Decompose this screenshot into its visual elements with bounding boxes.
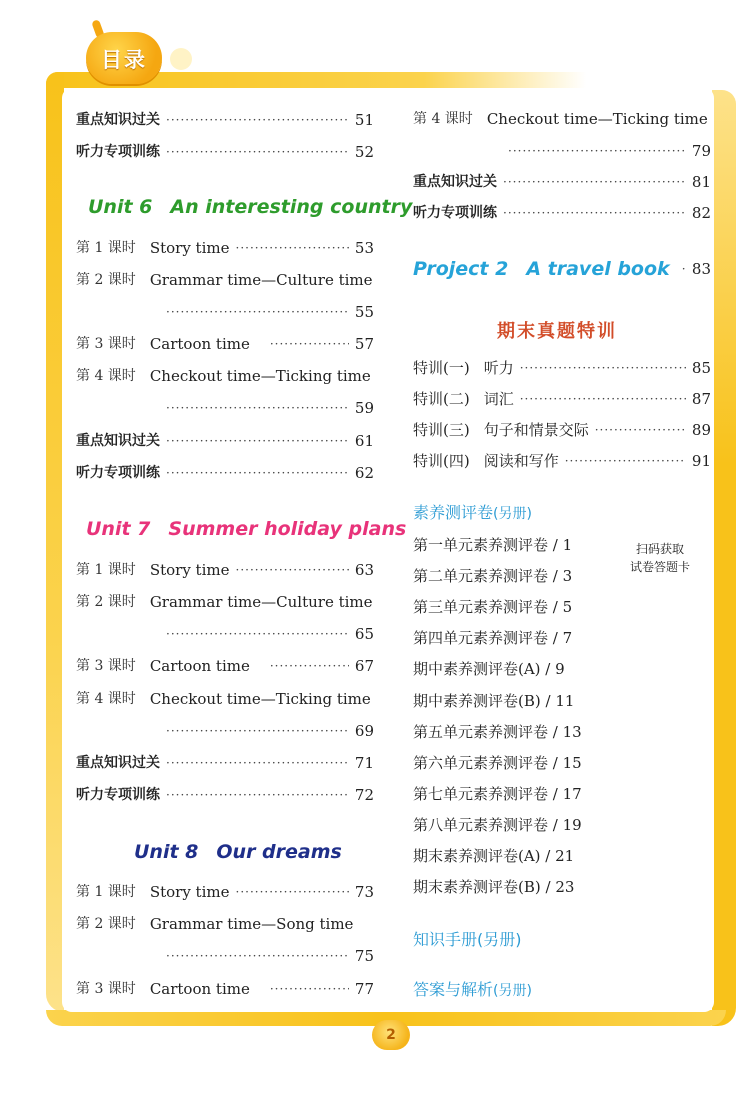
page-number: 83 [691,260,711,278]
toc-row[interactable] [413,108,711,130]
leader-dots [503,171,686,193]
training-title: 词汇 [483,390,514,408]
lesson-title: Cartoon time [149,657,250,675]
toc-row[interactable] [76,913,374,935]
page-number: 81 [691,173,711,191]
toc-label: 听力专项训练 [413,205,497,221]
lesson-title: Checkout time—Ticking time [149,690,371,708]
leader-dots [236,559,349,581]
test-item[interactable]: 期末素养测评卷(B) / 23 [413,878,575,896]
page-number: 52 [354,143,374,161]
page-number: 72 [354,786,374,804]
page-number: 53 [354,239,374,257]
page-number: 65 [354,625,374,643]
qr-note-line: 试卷答题卡 [630,560,691,574]
leader-dots [166,301,349,323]
toc-label: 听力专项训练 [76,465,160,481]
toc-row[interactable] [76,333,374,355]
knowledge-handbook-link[interactable] [413,927,522,950]
unit-number: Unit 8 [134,841,199,863]
page-number: 77 [354,980,374,998]
toc-row-continuation[interactable] [166,720,374,742]
page-number: 71 [354,754,374,772]
toc-row[interactable] [76,109,374,131]
training-title: 句子和情景交际 [483,421,589,439]
test-item[interactable]: 期中素养测评卷(A) / 9 [413,660,565,678]
page-title: 目录 [101,48,147,72]
test-item[interactable]: 第七单元素养测评卷 / 17 [413,785,582,803]
unit-number: Unit 6 [88,196,153,218]
lesson-label: 第 1 课时 [76,240,136,256]
lesson-label: 第 1 课时 [76,562,136,578]
toc-row[interactable] [76,462,374,484]
leader-dots [508,140,686,162]
final-training-heading[interactable]: 期末真题特训 [497,321,617,342]
toc-row[interactable] [76,559,374,581]
lesson-title: Cartoon time [149,335,250,353]
leader-dots [503,202,686,224]
unit-name: Our dreams [216,841,342,863]
lesson-label: 第 4 课时 [76,368,136,384]
test-item[interactable]: 第五单元素养测评卷 / 13 [413,723,582,741]
leader-dots [270,655,349,677]
page-number: 91 [691,452,711,470]
unit-6-heading[interactable] [88,196,412,218]
toc-row[interactable] [76,784,374,806]
knowledge-title: 知识手册 [413,930,478,949]
lesson-title: Story time [149,883,230,901]
lesson-label: 第 4 课时 [76,691,136,707]
project-name: A travel book [526,258,670,280]
qr-note [630,540,690,576]
page-number: 85 [691,359,711,377]
toc-row-continuation[interactable] [166,301,374,323]
lesson-label: 第 3 课时 [76,336,136,352]
tests-heading[interactable] [413,500,532,523]
toc-row[interactable] [76,365,374,387]
training-title: 听力 [483,359,514,377]
toc-row[interactable] [413,419,711,441]
unit-7-heading[interactable] [86,518,406,540]
lesson-label: 第 1 课时 [76,884,136,900]
leader-dots [166,430,349,452]
test-item[interactable]: 第八单元素养测评卷 / 19 [413,816,582,834]
toc-row-continuation[interactable] [166,623,374,645]
leader-dots [166,462,349,484]
page-number: 69 [354,722,374,740]
toc-row[interactable] [413,171,711,193]
lesson-label: 第 4 课时 [413,111,473,127]
toc-row[interactable] [76,591,374,613]
leader-dots [565,450,686,472]
leader-dots [595,419,686,441]
page-number: 82 [691,204,711,222]
page-number: 55 [354,303,374,321]
tests-note: (另册) [493,506,532,522]
project-2-row[interactable] [413,256,711,282]
leader-dots [520,357,686,379]
toc-row[interactable] [76,688,374,710]
test-item[interactable]: 第四单元素养测评卷 / 7 [413,629,573,647]
footer-page-number: 2 [372,1020,410,1050]
page-number: 61 [354,432,374,450]
lesson-title: Checkout time—Ticking time [486,110,708,128]
leader-dots [166,784,349,806]
answers-title: 答案与解析 [413,980,494,999]
lesson-title: Grammar time—Culture time [149,271,373,289]
training-title: 阅读和写作 [483,452,559,470]
toc-label: 听力专项训练 [76,144,160,160]
frame-right-border [712,90,736,1026]
leader-dots [166,720,349,742]
leader-dots [166,397,349,419]
leader-dots [682,256,686,282]
leader-dots [520,388,686,410]
training-label: 特训(四) [413,452,470,470]
toc-row[interactable] [76,269,374,291]
toc-row-continuation[interactable] [166,397,374,419]
page-number: 57 [354,335,374,353]
toc-label: 重点知识过关 [76,755,160,771]
toc-row[interactable] [76,141,374,163]
page-number: 62 [354,464,374,482]
knowledge-note: (另册) [477,930,522,949]
content-panel [62,88,714,1012]
training-label: 特训(一) [413,359,470,377]
toc-label: 重点知识过关 [413,174,497,190]
unit-name: An interesting country [170,196,413,218]
toc-row[interactable] [413,357,711,379]
leader-dots [236,237,349,259]
lesson-title: Story time [149,239,230,257]
toc-row-continuation[interactable] [166,945,374,967]
leader-dots [270,333,349,355]
toc-label: 重点知识过关 [76,112,160,128]
leader-dots [270,978,349,1000]
leader-dots [166,141,349,163]
lesson-label: 第 2 课时 [76,916,136,932]
page-number: 63 [354,561,374,579]
leader-dots [166,623,349,645]
lesson-label: 第 3 课时 [76,658,136,674]
toc-row[interactable] [76,655,374,677]
lesson-label: 第 2 课时 [76,594,136,610]
test-item[interactable]: 期中素养测评卷(B) / 11 [413,692,575,710]
leader-dots [236,881,349,903]
lesson-title: Grammar time—Song time [149,915,354,933]
page-number: 79 [691,142,711,160]
test-item[interactable]: 第二单元素养测评卷 / 3 [413,567,573,585]
training-label: 特训(二) [413,390,470,408]
toc-row[interactable] [413,388,711,410]
tests-title: 素养测评卷 [413,503,494,522]
badge-dot-decoration [170,48,192,70]
lesson-title: Story time [149,561,230,579]
page-number: 59 [354,399,374,417]
answers-link[interactable] [413,977,532,1000]
toc-row-continuation[interactable] [508,140,711,162]
page-number: 67 [354,657,374,675]
lesson-title: Cartoon time [149,980,250,998]
page-number: 87 [691,390,711,408]
toc-row[interactable] [413,450,711,472]
page-number: 89 [691,421,711,439]
toc-row[interactable] [76,881,374,903]
toc-row[interactable] [76,978,374,1000]
page-number: 73 [354,883,374,901]
toc-row[interactable] [413,202,711,224]
toc-row[interactable] [76,430,374,452]
lesson-title: Checkout time—Ticking time [149,367,371,385]
project-number: Project 2 [413,258,509,280]
unit-8-heading[interactable] [134,841,342,863]
test-item[interactable]: 第三单元素养测评卷 / 5 [413,598,573,616]
answers-note: (另册) [493,983,532,999]
unit-number: Unit 7 [86,518,151,540]
leader-dots [166,109,349,131]
toc-row[interactable] [76,237,374,259]
test-item[interactable]: 第一单元素养测评卷 / 1 [413,536,573,554]
lesson-label: 第 3 课时 [76,981,136,997]
test-item[interactable]: 期末素养测评卷(A) / 21 [413,847,575,865]
test-item[interactable]: 第六单元素养测评卷 / 15 [413,754,582,772]
page-number: 51 [354,111,374,129]
leader-dots [166,945,349,967]
unit-name: Summer holiday plans [168,518,407,540]
toc-label: 听力专项训练 [76,787,160,803]
page-number: 75 [354,947,374,965]
leader-dots [166,752,349,774]
toc-row[interactable] [76,752,374,774]
toc-label: 重点知识过关 [76,433,160,449]
training-label: 特训(三) [413,421,470,439]
lesson-label: 第 2 课时 [76,272,136,288]
qr-note-line: 扫码获取 [636,542,685,556]
lesson-title: Grammar time—Culture time [149,593,373,611]
